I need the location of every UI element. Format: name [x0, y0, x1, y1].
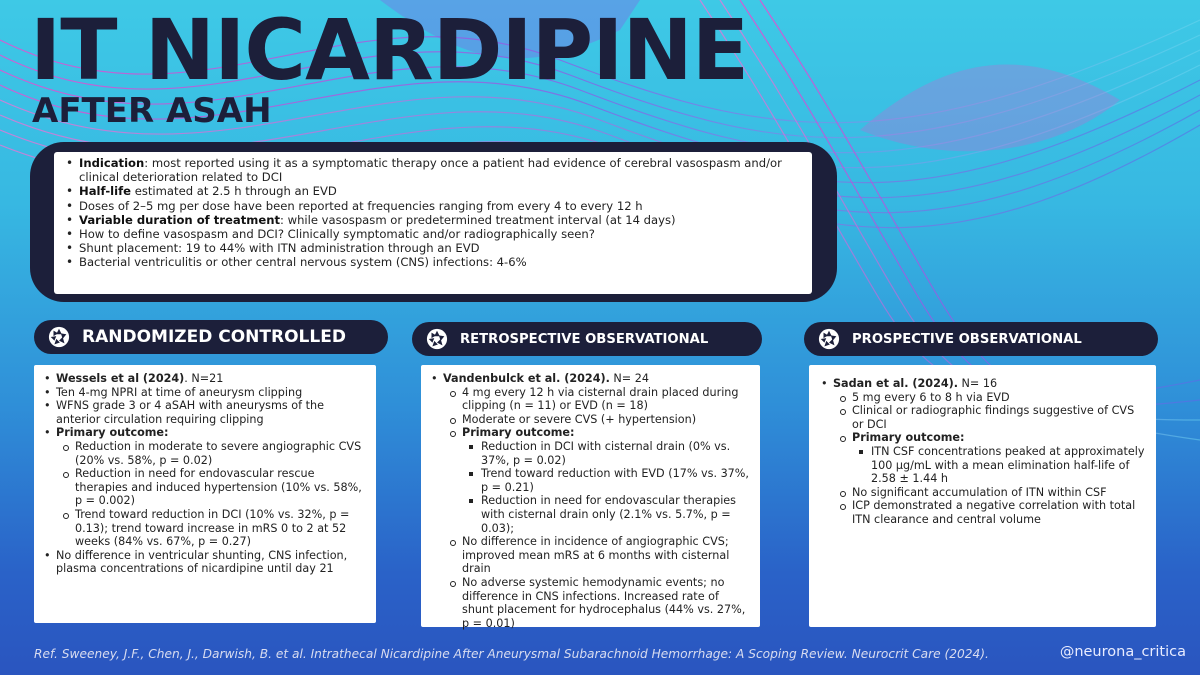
aperture-icon — [426, 328, 448, 350]
header-label: PROSPECTIVE OBSERVATIONAL — [852, 331, 1082, 347]
list-item: No adverse systemic hemodynamic events; no difference in CNS infections. Increased rate of shunt placement for hydrocephalus (44% vs. 27%, p = 0.01) — [447, 576, 752, 630]
retro-box — [421, 365, 760, 630]
summary-item: • How to define vasospasm and DCI? Clinically symptomatic and/or radiographically seen? — [62, 227, 804, 241]
list-item: Reduction in need for endovascular therapies with cisternal drain only (2.1% vs. 5.7%, p = 0.03); — [466, 494, 752, 535]
summary-item: • Half-life estimated at 2.5 h through an EVD — [62, 184, 804, 198]
list-item: No significant accumulation of ITN within CSF — [837, 486, 1148, 500]
rct-outcomes — [60, 440, 368, 549]
header-label: RETROSPECTIVE OBSERVATIONAL — [460, 331, 709, 347]
header-prospective-observational — [804, 322, 1158, 356]
list-item: 4 mg every 12 h via cisternal drain placed during clipping (n = 11) or EVD (n = 18) — [447, 386, 752, 413]
list-item: Trend toward reduction with EVD (17% vs. 37%, p = 0.21) — [466, 467, 752, 494]
header-label: RANDOMIZED CONTROLLED — [82, 327, 346, 347]
summary-item: • Shunt placement: 19 to 44% with ITN administration through an EVD — [62, 241, 804, 255]
prosp-sublist — [837, 391, 1148, 527]
header-retrospective-observational — [412, 322, 762, 356]
list-item: Reduction in moderate to severe angiographic CVS (20% vs. 58%, p = 0.02) — [60, 440, 368, 467]
list-item: • WFNS grade 3 or 4 aSAH with aneurysms of the anterior circulation requiring clipping — [42, 399, 368, 426]
aperture-icon — [818, 328, 840, 350]
retro-list — [429, 372, 752, 630]
list-item: ICP demonstrated a negative correlation with total ITN clearance and central volume — [837, 499, 1148, 526]
list-item: • Sadan et al. (2024). N= 16 5 mg every 6 to 8 h via EVD Clinical or radiographic findings suggestive of CVS or DCI Primary outcome: ITN CSF concentrations peaked at approximately 100 μg/mL with a mean elimination half-life of 2.58 ± 1.44 h No significant accumulation of ITN within CSF ICP demonstrated a negative correlation with total ITN clearance and central volume — [819, 377, 1148, 527]
summary-item: • Doses of 2–5 mg per dose have been reported at frequencies ranging from every 4 to every 12 h — [62, 199, 804, 213]
list-item: Moderate or severe CVS (+ hypertension) — [447, 413, 752, 427]
list-item: No difference in incidence of angiographic CVS; improved mean mRS at 6 months with cisternal drain — [447, 535, 752, 576]
list-item: • No difference in ventricular shunting, CNS infection, plasma concentrations of nicardipine until day 21 — [42, 549, 368, 576]
list-item: ITN CSF concentrations peaked at approximately 100 μg/mL with a mean elimination half-life of 2.58 ± 1.44 h — [856, 445, 1148, 486]
summary-item: • Bacterial ventriculitis or other central nervous system (CNS) infections: 4-6% — [62, 255, 804, 269]
summary-list — [62, 156, 804, 270]
list-item: Trend toward reduction in DCI (10% vs. 32%, p = 0.13); trend toward increase in mRS 0 to 2 at 52 weeks (84% vs. 67%, p = 0.27) — [60, 508, 368, 549]
list-item: Primary outcome: Reduction in DCI with cisternal drain (0% vs. 37%, p = 0.02) Trend toward reduction with EVD (17% vs. 37%, p = 0.21) Reduction in need for endovascular therapies with cisternal drain only (2.1% vs. 5.7%, p = 0.03); — [447, 426, 752, 535]
prosp-list — [819, 377, 1148, 527]
list-item: Primary outcome: ITN CSF concentrations peaked at approximately 100 μg/mL with a mean elimination half-life of 2.58 ± 1.44 h — [837, 431, 1148, 485]
list-item: • Wessels et al (2024). N=21 — [42, 372, 368, 386]
prosp-box — [809, 365, 1156, 627]
aperture-icon — [48, 326, 70, 348]
rct-box — [34, 365, 376, 623]
list-item: 5 mg every 6 to 8 h via EVD — [837, 391, 1148, 405]
page-title: IT NICARDIPINE — [30, 1, 749, 99]
list-item: • Vandenbulck et al. (2024). N= 24 4 mg every 12 h via cisternal drain placed during clipping (n = 11) or EVD (n = 18) Moderate or severe CVS (+ hypertension) Primary outcome: Reduction in DCI with cisternal drain (0% vs. 37%, p = 0.02) Trend toward reduction with EVD (17% vs. 37%, p = 0.21) Reduction in need for endovascular therapies with cisternal drain only (2.1% vs. 5.7%, p = 0.03); No difference in incidence of angiographic CVS; improved mean mRS at 6 months with cisternal drain No adverse systemic hemodynamic events; no difference in CNS infections. Increased rate of shunt placement for hydrocephalus (44% vs. 27%, p = 0.01) — [429, 372, 752, 630]
rct-list — [42, 372, 368, 576]
list-item: • Ten 4-mg NPRI at time of aneurysm clipping — [42, 386, 368, 400]
list-item: Reduction in need for endovascular rescue therapies and induced hypertension (10% vs. 58%, p = 0.002) — [60, 467, 368, 508]
list-item: Reduction in DCI with cisternal drain (0% vs. 37%, p = 0.02) — [466, 440, 752, 467]
footer-handle: @neurona_critica — [1059, 644, 1186, 660]
header-randomized-controlled — [34, 320, 388, 354]
list-item: • Primary outcome: Reduction in moderate to severe angiographic CVS (20% vs. 58%, p = 0.02) Reduction in need for endovascular rescue therapies and induced hypertension (10% vs. 58%, p = 0.002) Trend toward reduction in DCI (10% vs. 32%, p = 0.13); trend toward increase in mRS 0 to 2 at 52 weeks (84% vs. 67%, p = 0.27) — [42, 426, 368, 548]
summary-item: • Variable duration of treatment: while vasospasm or predetermined treatment interval (at 14 days) — [62, 213, 804, 227]
summary-box — [54, 152, 812, 294]
footer-reference: Ref. Sweeney, J.F., Chen, J., Darwish, B. et al. Intrathecal Nicardipine After Aneurysmal Subarachnoid Hemorrhage: A Scoping Review. Neurocrit Care (2024). — [34, 647, 989, 661]
list-item: Clinical or radiographic findings suggestive of CVS or DCI — [837, 404, 1148, 431]
summary-item: • Indication: most reported using it as a symptomatic therapy once a patient had evidence of cerebral vasospasm and/or clinical deterioration related to DCI — [62, 156, 804, 184]
page-subtitle: AFTER ASAH — [32, 91, 272, 131]
retro-sublist — [447, 386, 752, 631]
retro-outcomes — [466, 440, 752, 535]
prosp-outcomes — [856, 445, 1148, 486]
